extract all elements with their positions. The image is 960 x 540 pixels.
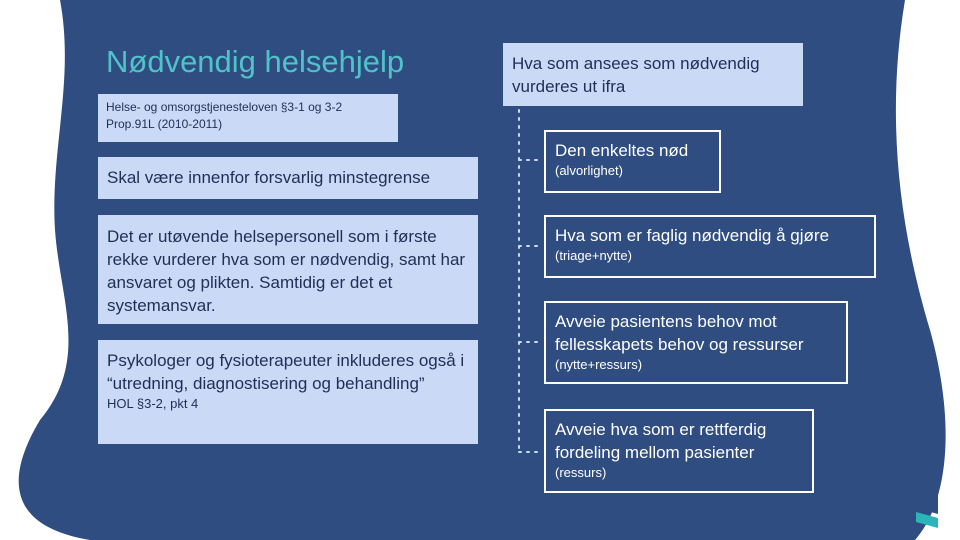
logo-icon (914, 484, 942, 530)
responsibility-text: Det er utøvende helsepersonell som i første rekke vurderer hva som er nødvendig, samt har ansvaret og plikten. Samtidig er det et systemansvar. (107, 227, 466, 315)
criteria-item-title: Avveie pasientens behov mot fellesskapets behov og ressurser (555, 312, 804, 354)
criteria-heading-box (503, 43, 803, 106)
criteria-item-title: Hva som er faglig nødvendig å gjøre (555, 226, 830, 245)
criteria-item (544, 409, 814, 493)
responsibility-box (98, 215, 478, 324)
minimum-standard-box (98, 157, 478, 199)
minimum-standard-text: Skal være innenfor forsvarlig minstegrense (107, 168, 431, 187)
criteria-item-note: (nytte+ressurs) (555, 357, 643, 372)
page-title: Nødvendig helsehjelp (106, 44, 405, 79)
criteria-item-note: (alvorlighet) (555, 163, 623, 178)
psychologists-text: Psykologer og fysioterapeuter inkluderes også i “utredning, diagnostisering og behandling” (107, 351, 465, 393)
criteria-heading: Hva som ansees som nødvendig vurderes ut ifra (512, 54, 760, 96)
criteria-item-note: (ressurs) (555, 465, 607, 480)
criteria-item-title: Avveie hva som er rettferdig fordeling mellom pasienter (555, 420, 767, 462)
legal-reference-box (98, 94, 398, 142)
criteria-item-note: (triage+nytte) (555, 248, 632, 263)
legal-reference-line: Helse- og omsorgstjenesteloven §3-1 og 3-2 (106, 100, 343, 114)
criteria-item (544, 301, 848, 384)
legal-reference-line: Prop.91L (2010-2011) (106, 117, 223, 131)
criteria-item-title: Den enkeltes nød (555, 141, 689, 160)
criteria-item (544, 130, 721, 193)
criteria-item (544, 215, 876, 278)
psychologists-reference: HOL §3-2, pkt 4 (107, 396, 199, 411)
psychologists-box (98, 340, 478, 444)
